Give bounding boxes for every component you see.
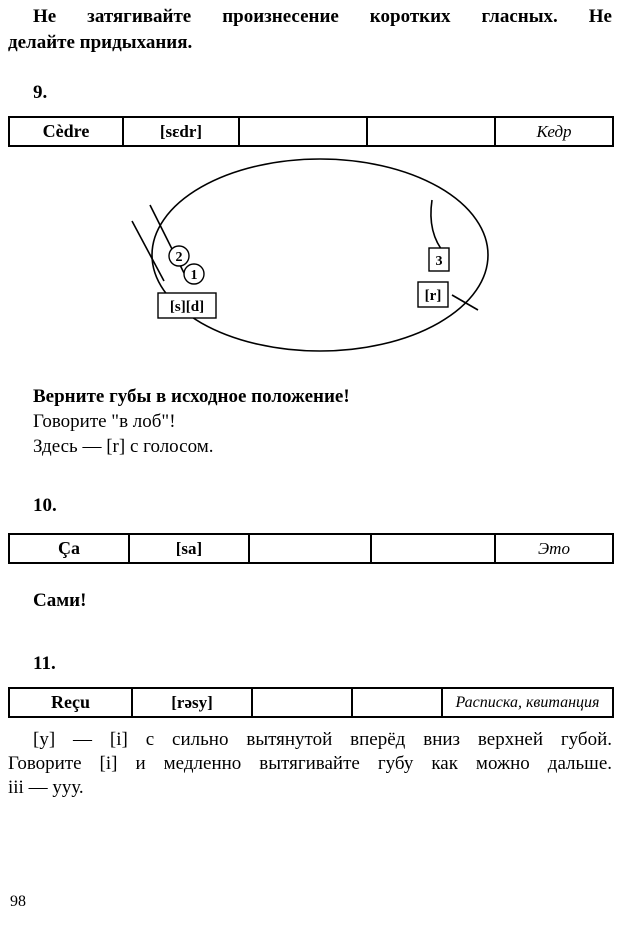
translation-cell: Кедр [495,117,613,146]
table-row [9,534,613,563]
empty-cell [352,688,442,717]
transcription-cell: [sa] [129,534,249,563]
note-line: Здесь — [r] с голосом. [33,436,214,457]
section-10-heading: 10. [33,495,57,516]
note-line: iii — ууу. [8,777,84,798]
transcription-cell: [sɛdr] [123,117,239,146]
note-line: Сами! [33,590,87,611]
note-line: Говорите "в лоб"! [33,411,176,432]
marker-1-label: 1 [190,268,198,283]
table-row [9,688,613,717]
note-line: Верните губы в исходное положение! [33,386,350,407]
intro-line-1: Не затягивайте произнесение коротких гласных. Не [33,6,612,27]
table-row [9,117,613,146]
empty-cell [371,534,495,563]
pronunciation-table-11 [8,687,614,718]
note-line: Говорите [i] и медленно вытягивайте губу как можно дальше. [8,753,612,774]
intro-line-2: делайте придыхания. [8,32,193,53]
pronunciation-table-10 [8,533,614,564]
empty-cell [252,688,352,717]
translation-cell: Расписка, квитанция [442,688,613,717]
r-pointer-line [452,295,478,310]
word-cell: Ça [9,534,129,563]
word-cell: Cèdre [9,117,123,146]
word-cell: Reçu [9,688,132,717]
intro-paragraph [8,4,612,56]
marker-2-label: 2 [175,250,183,265]
note-line: [y] — [i] с сильно вытянутой вперёд вниз верхней губой. [33,729,612,750]
mouth-diagram-container [8,153,612,370]
section-9-heading: 9. [33,82,48,103]
marker-3-label: 3 [435,254,443,269]
r-label: [r] [424,288,442,304]
empty-cell [239,117,367,146]
section-11-heading: 11. [33,653,56,674]
sd-label: [s][d] [169,299,205,315]
transcription-cell: [rəsy] [132,688,252,717]
mouth-diagram [8,153,612,365]
section-11-notes [8,728,612,800]
pronunciation-table-9 [8,116,614,147]
section-10-note [33,588,612,613]
section-9-notes [33,384,612,459]
page-number: 98 [10,893,26,910]
empty-cell [249,534,371,563]
lip-line [132,221,164,281]
empty-cell [367,117,495,146]
translation-cell: Это [495,534,613,563]
tongue-line [431,200,445,254]
